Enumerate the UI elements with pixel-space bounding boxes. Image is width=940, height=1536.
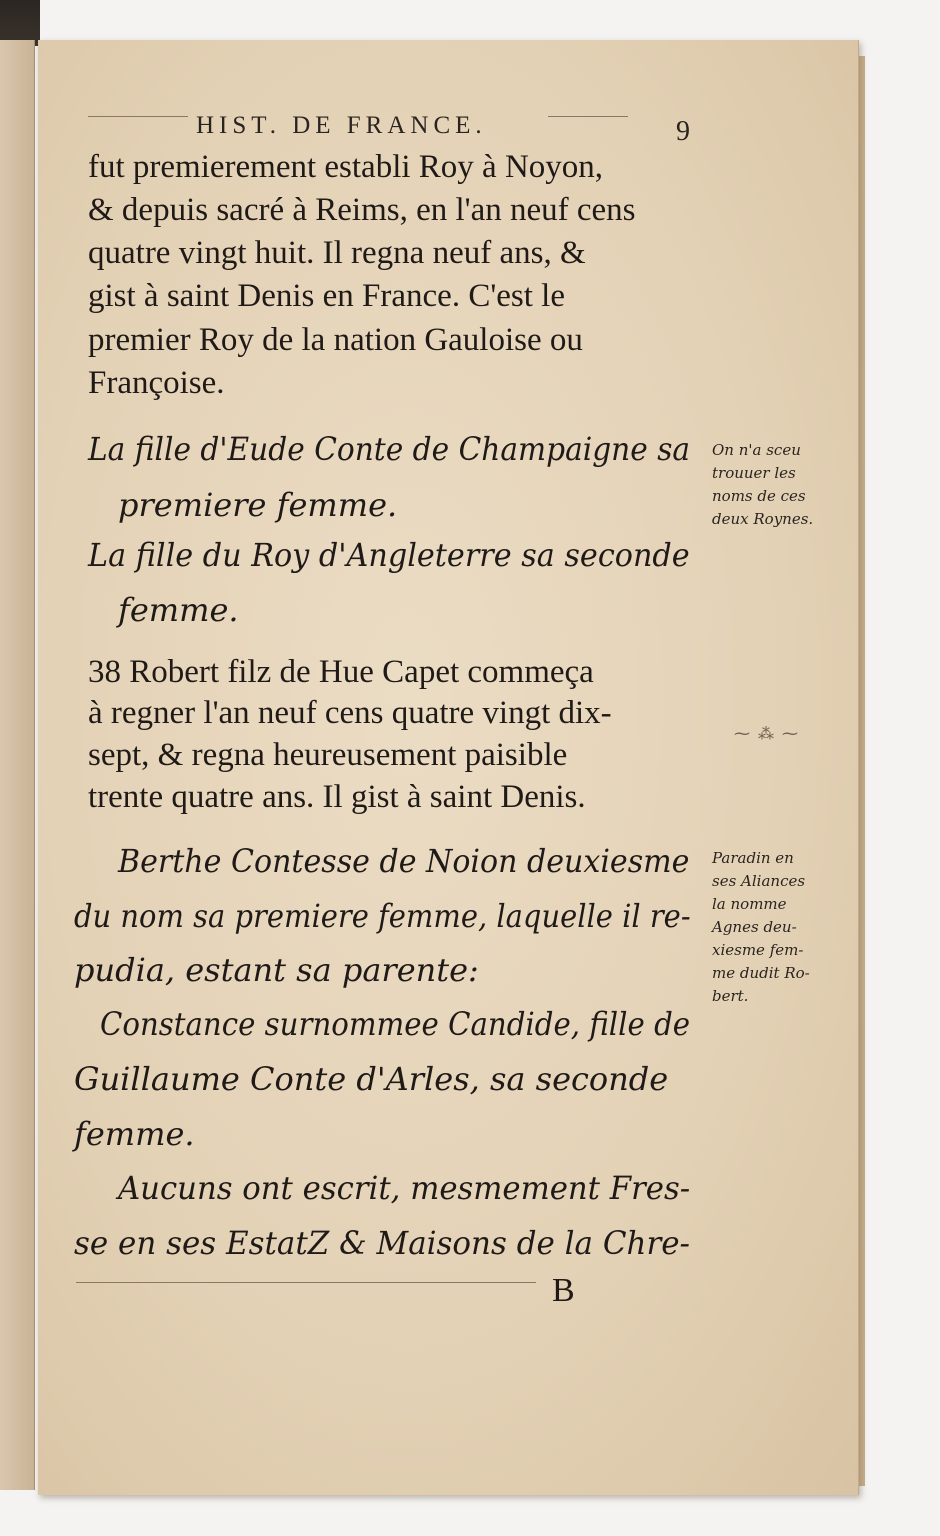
body-line-6: Françoise. xyxy=(88,365,225,401)
body-line-5: premier Roy de la nation Gauloise ou xyxy=(88,322,583,358)
body-line-13: sept, & regna heureusement paisible xyxy=(88,737,568,773)
body-line-22: se en ses EstatZ & Maisons de la Chre- xyxy=(74,1224,691,1262)
body-line-8: premiere femme. xyxy=(118,486,398,524)
header-rule-left xyxy=(88,116,188,117)
ornament-mark: ⁓ ⁂ ⁓ xyxy=(734,726,800,743)
footer-rule xyxy=(76,1282,536,1283)
body-line-2: & depuis sacré à Reims, en l'an neuf cens xyxy=(88,192,636,228)
body-line-18: Constance surnommee Candide, fille de xyxy=(100,1005,691,1043)
margin-note-2-line-2: ses Aliances xyxy=(712,872,806,890)
body-line-20: femme. xyxy=(74,1115,195,1153)
body-line-7: La fille d'Eude Conte de Champaigne sa xyxy=(88,430,691,468)
page-number: 9 xyxy=(676,116,690,147)
margin-note-2-line-3: la nomme xyxy=(712,895,787,913)
running-title: HIST. DE FRANCE. xyxy=(196,112,487,139)
margin-note-2-line-4: Agnes deu- xyxy=(712,918,797,936)
body-line-19: Guillaume Conte d'Arles, sa seconde xyxy=(74,1060,669,1098)
body-line-14: trente quatre ans. Il gist à saint Denis. xyxy=(88,779,586,815)
body-line-21: Aucuns ont escrit, mesmement Fres- xyxy=(118,1169,691,1207)
facing-page-edge xyxy=(0,40,35,1490)
body-line-17: pudia, estant sa parente: xyxy=(74,951,479,989)
body-line-3: quatre vingt huit. Il regna neuf ans, & xyxy=(88,235,586,271)
body-line-12: à regner l'an neuf cens quatre vingt dix- xyxy=(88,695,612,731)
margin-note-2-line-1: Paradin en xyxy=(712,849,794,867)
body-line-16: du nom sa premiere femme, laquelle il re- xyxy=(74,897,691,935)
signature-mark: B xyxy=(552,1272,575,1309)
header-rule-right xyxy=(548,116,628,117)
body-line-4: gist à saint Denis en France. C'est le xyxy=(88,278,566,314)
margin-note-1-line-3: noms de ces xyxy=(712,487,806,505)
margin-note-2-line-5: xiesme fem- xyxy=(712,941,804,959)
body-line-15: Berthe Contesse de Noion deuxiesme xyxy=(118,842,690,880)
margin-note-1-line-4: deux Roynes. xyxy=(712,510,814,528)
margin-note-1-line-2: trouuer les xyxy=(712,464,796,482)
body-line-1: fut premierement establi Roy à Noyon, xyxy=(88,149,604,185)
body-line-11: 38 Robert filz de Hue Capet commeça xyxy=(88,654,594,690)
body-line-10: femme. xyxy=(118,591,239,629)
margin-note-2-line-7: bert. xyxy=(712,987,749,1005)
margin-note-2-line-6: me dudit Ro- xyxy=(712,964,810,982)
margin-note-1-line-1: On n'a sceu xyxy=(712,441,801,459)
body-line-9: La fille du Roy d'Angleterre sa seconde xyxy=(88,536,690,574)
